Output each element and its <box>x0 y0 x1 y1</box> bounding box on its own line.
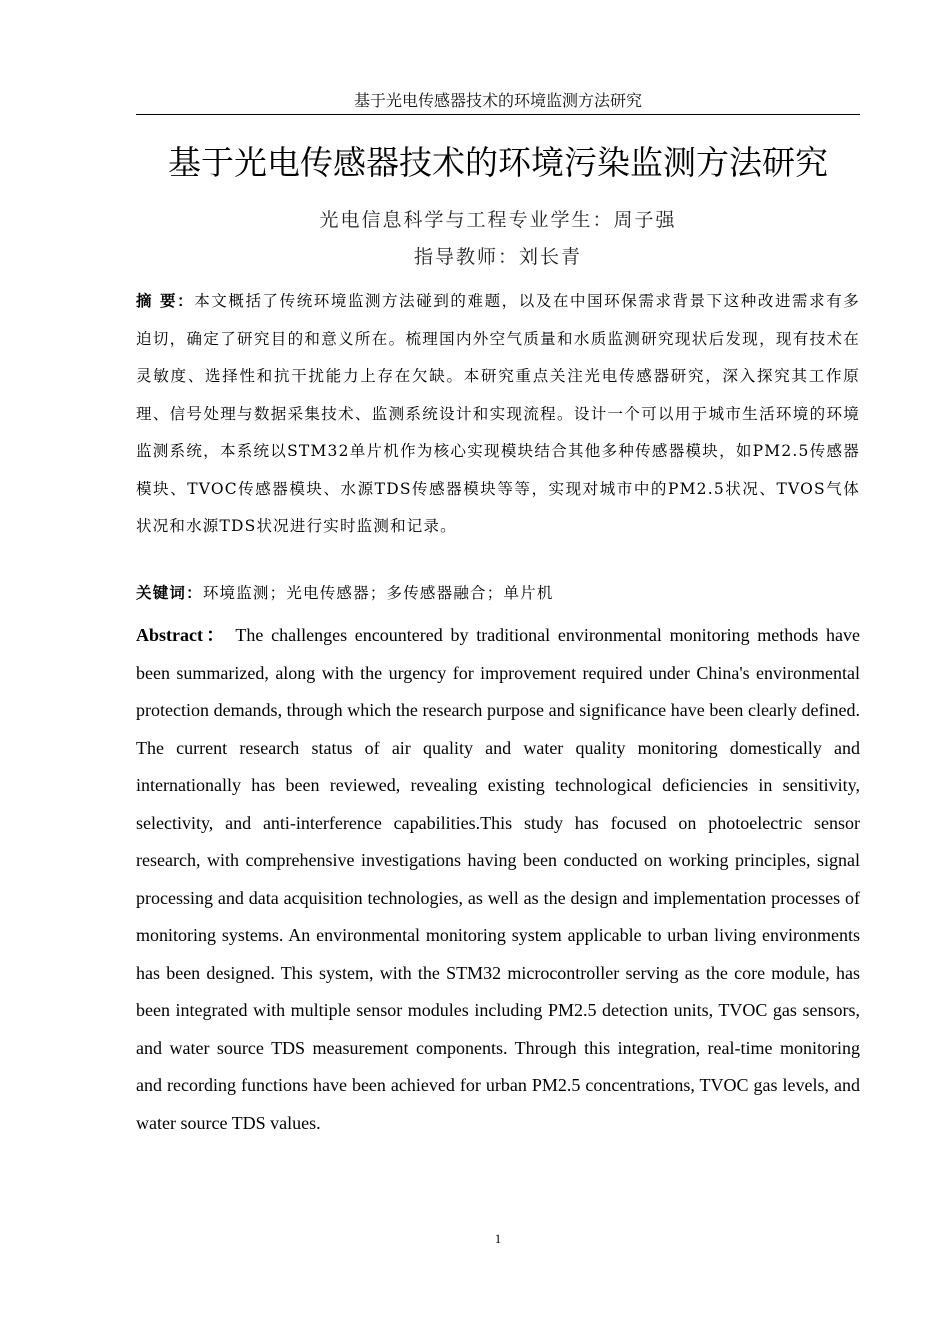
page-number: 1 <box>494 1231 502 1246</box>
english-abstract-text: The challenges encountered by traditional environmental monitoring methods have been summarized, along with the urgency for improvement required under China's environmental protection demands, through which the research purpose and significance have been clearly defined. The current research status of air quality and water quality monitoring domestically and internationally has been reviewed, revealing existing technological deficiencies in sensitivity, selectivity, and anti-interference capabilities.This study has focused on photoelectric sensor research, with comprehensive investigations having been conducted on working principles, signal processing and data acquisition technologies, as well as the design and implementation processes of monitoring systems. An environmental monitoring system applicable to urban living environments has been designed. This system, with the STM32 microcontroller serving as the core module, has been integrated with multiple sensor modules including PM2.5 detection units, TVOC gas sensors, and water source TDS measurement components. Through this integration, real-time monitoring and recording functions have been achieved for urban PM2.5 concentrations, TVOC gas levels, and water source TDS values. <box>136 625 860 1133</box>
author-line: 光电信息科学与工程专业学生：周子强 <box>319 209 677 231</box>
keywords-text: 环境监测；光电传感器；多传感器融合；单片机 <box>202 584 554 602</box>
chinese-abstract-text: 本文概括了传统环境监测方法碰到的难题，以及在中国环保需求背景下这种改进需求有多迫切，确定了研究目的和意义所在。梳理国内外空气质量和水质监测研究现状后发现，现有技术在灵敏度、选择性和抗干扰能力上存在欠缺。本研究重点关注光电传感器研究，深入探究其工作原理、信号处理与数据采集技术、监测系统设计和实现流程。设计一个可以用于城市生活环境的环境监测系统，本系统以STM32单片机作为核心实现模块结合其他多种传感器模块，如PM2.5传感器模块、TVOC传感器模块、水源TDS传感器模块等等，实现对城市中的PM2.5状况、TVOS气体状况和水源TDS状况进行实时监测和记录。 <box>136 292 860 535</box>
header-rule <box>136 114 860 115</box>
advisor-line: 指导教师：刘长青 <box>413 246 582 268</box>
keywords-label: 关键词： <box>136 583 203 602</box>
english-abstract-label: Abstract： <box>136 625 228 645</box>
running-header: 基于光电传感器技术的环境监测方法研究 <box>353 91 642 110</box>
chinese-abstract <box>136 282 860 546</box>
english-abstract <box>136 617 860 1142</box>
chinese-keywords <box>136 578 860 608</box>
chinese-abstract-label: 摘 要： <box>136 291 195 310</box>
paper-title: 基于光电传感器技术的环境污染监测方法研究 <box>168 143 828 182</box>
